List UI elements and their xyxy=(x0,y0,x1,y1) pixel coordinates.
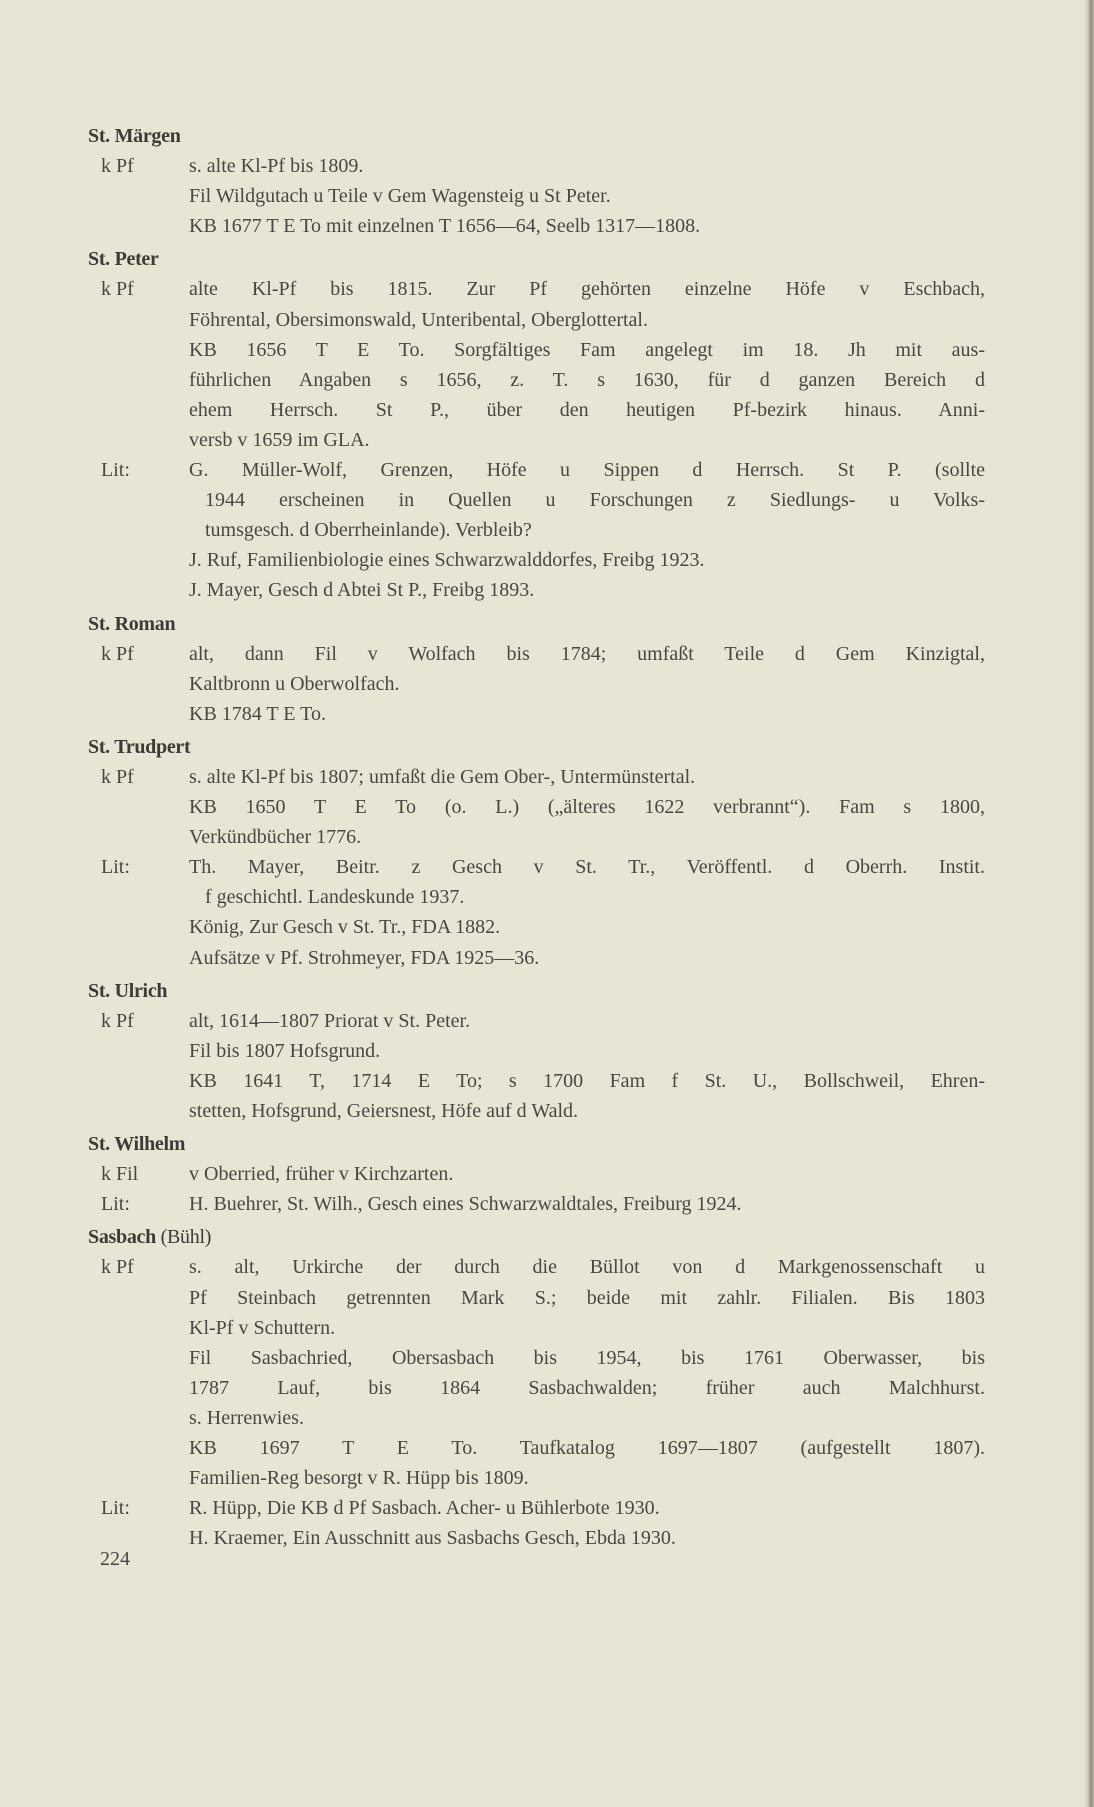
paragraph xyxy=(189,1252,985,1342)
text-line: KB 1656 T E To. Sorgfältiges Fam angelegt im 18. Jh mit aus- xyxy=(189,338,985,361)
text-line: führlichen Angaben s 1656, z. T. s 1630, für d ganzen Bereich d xyxy=(189,368,985,391)
place-heading xyxy=(88,121,985,151)
text-line: Kaltbronn u Oberwolfach. xyxy=(189,672,400,695)
place-name: St. Wilhelm xyxy=(88,1133,186,1156)
page-edge xyxy=(1084,0,1094,1807)
place-entry xyxy=(88,732,985,973)
entry-row xyxy=(88,852,985,972)
entry-row xyxy=(88,455,985,605)
row-body xyxy=(189,852,985,972)
text-line: KB 1650 T E To (o. L.) („älteres 1622 verbrannt“). Fam s 1800, xyxy=(189,796,985,819)
row-body xyxy=(189,1189,985,1219)
row-label: k Pf xyxy=(101,1009,134,1032)
paragraph xyxy=(189,151,985,181)
row-body xyxy=(189,762,985,852)
place-entry xyxy=(88,1129,985,1219)
text-line: s. alte Kl-Pf bis 1809. xyxy=(189,155,364,178)
place-entry xyxy=(88,1222,985,1553)
text-line: J. Ruf, Familienbiologie eines Schwarzwalddorfes, Freibg 1923. xyxy=(189,549,705,572)
entry-row xyxy=(88,1159,985,1189)
literature-reference xyxy=(189,1523,985,1553)
place-name: St. Märgen xyxy=(88,125,181,147)
place-entry xyxy=(88,976,985,1126)
text-line: tumsgesch. d Oberrheinlande). Verbleib? xyxy=(205,519,532,542)
row-body xyxy=(189,1159,985,1189)
row-body xyxy=(189,1493,985,1553)
row-label: k Pf xyxy=(101,155,134,178)
row-body xyxy=(189,151,985,241)
paragraph xyxy=(189,1006,985,1036)
document-page xyxy=(88,118,985,1553)
literature-reference xyxy=(189,943,985,973)
place-name: St. Ulrich xyxy=(88,979,168,1002)
literature-reference xyxy=(189,545,985,575)
text-line: Th. Mayer, Beitr. z Gesch v St. Tr., Veröffentl. d Oberrh. Instit. xyxy=(189,856,985,879)
text-line: s. alt, Urkirche der durch die Büllot von d Markgenossenschaft u xyxy=(189,1256,985,1279)
paragraph xyxy=(189,1036,985,1066)
paragraph xyxy=(189,181,985,211)
text-line: J. Mayer, Gesch d Abtei St P., Freibg 1893. xyxy=(189,579,535,602)
entry-row xyxy=(88,151,985,241)
text-line: König, Zur Gesch v St. Tr., FDA 1882. xyxy=(189,916,501,939)
text-line: Föhrental, Obersimonswald, Unteribental, Oberglottertal. xyxy=(189,308,648,331)
place-heading xyxy=(88,1129,985,1159)
text-line: v Oberried, früher v Kirchzarten. xyxy=(189,1163,454,1186)
place-heading xyxy=(88,244,985,274)
literature-reference xyxy=(189,575,985,605)
row-label: Lit: xyxy=(101,459,130,482)
paragraph xyxy=(189,335,985,455)
text-line: Familien-Reg besorgt v R. Hüpp bis 1809. xyxy=(189,1467,529,1490)
text-line: Fil Sasbachried, Obersasbach bis 1954, bis 1761 Oberwasser, bis xyxy=(189,1346,985,1369)
entry-row xyxy=(88,1493,985,1553)
row-body xyxy=(189,639,985,729)
text-line: H. Buehrer, St. Wilh., Gesch eines Schwarzwaldtales, Freiburg 1924. xyxy=(189,1193,742,1216)
place-heading xyxy=(88,1222,985,1252)
text-line: ehem Herrsch. St P., über den heutigen Pf-bezirk hinaus. Anni- xyxy=(189,398,985,421)
place-entry xyxy=(88,609,985,729)
entry-row xyxy=(88,1252,985,1493)
text-line: 1787 Lauf, bis 1864 Sasbachwalden; früher auch Malchhurst. xyxy=(189,1376,985,1399)
text-line: Verkündbücher 1776. xyxy=(189,826,362,849)
text-line: R. Hüpp, Die KB d Pf Sasbach. Acher- u Bühlerbote 1930. xyxy=(189,1497,660,1520)
text-line: 1944 erscheinen in Quellen u Forschungen z Siedlungs- u Volks- xyxy=(205,489,985,512)
place-name: Sasbach xyxy=(88,1226,156,1249)
paragraph xyxy=(189,1433,985,1493)
paragraph xyxy=(189,1343,985,1433)
text-line: KB 1641 T, 1714 E To; s 1700 Fam f St. U., Bollschweil, Ehren- xyxy=(189,1069,985,1092)
text-line: Kl-Pf v Schuttern. xyxy=(189,1316,336,1339)
literature-reference xyxy=(189,455,985,545)
place-name: St. Peter xyxy=(88,248,159,271)
paragraph xyxy=(189,274,985,334)
place-heading xyxy=(88,732,985,762)
entry-row xyxy=(88,1189,985,1219)
row-label: Lit: xyxy=(101,856,130,879)
row-label: k Pf xyxy=(101,1256,134,1279)
row-label: Lit: xyxy=(101,1497,130,1520)
paragraph xyxy=(189,1159,985,1189)
entry-row xyxy=(88,762,985,852)
row-label: Lit: xyxy=(101,1193,130,1216)
text-line: KB 1677 T E To mit einzelnen T 1656—64, Seelb 1317—1808. xyxy=(189,215,701,238)
text-line: G. Müller-Wolf, Grenzen, Höfe u Sippen d Herrsch. St P. (sollte xyxy=(189,459,985,482)
paragraph xyxy=(189,762,985,792)
paragraph xyxy=(189,1066,985,1126)
entry-row xyxy=(88,639,985,729)
place-entry xyxy=(88,121,985,241)
text-line: H. Kraemer, Ein Ausschnitt aus Sasbachs Gesch, Ebda 1930. xyxy=(189,1527,676,1550)
paragraph xyxy=(189,211,985,241)
place-entry xyxy=(88,244,985,605)
text-line: Fil Wildgutach u Teile v Gem Wagensteig u St Peter. xyxy=(189,185,611,208)
paragraph xyxy=(189,639,985,699)
entry-row xyxy=(88,274,985,455)
text-line: s. alte Kl-Pf bis 1807; umfaßt die Gem Ober-, Untermünstertal. xyxy=(189,765,696,788)
text-line: Pf Steinbach getrennten Mark S.; beide mit zahlr. Filialen. Bis 1803 xyxy=(189,1286,985,1309)
row-body xyxy=(189,1252,985,1493)
page-number: 224 xyxy=(100,1548,130,1570)
paragraph xyxy=(189,792,985,852)
text-line: alte Kl-Pf bis 1815. Zur Pf gehörten einzelne Höfe v Eschbach, xyxy=(189,278,985,301)
literature-reference xyxy=(189,852,985,912)
text-line: f geschichtl. Landeskunde 1937. xyxy=(205,886,465,909)
literature-reference xyxy=(189,1493,985,1523)
row-body xyxy=(189,1006,985,1126)
text-line: stetten, Hofsgrund, Geiersnest, Höfe auf d Wald. xyxy=(189,1100,579,1122)
place-heading xyxy=(88,609,985,639)
place-name: St. Trudpert xyxy=(88,735,191,758)
text-line: alt, 1614—1807 Priorat v St. Peter. xyxy=(189,1009,471,1032)
row-label: k Pf xyxy=(101,642,134,665)
text-line: versb v 1659 im GLA. xyxy=(189,428,370,451)
text-line: s. Herrenwies. xyxy=(189,1406,304,1429)
place-district: (Bühl) xyxy=(160,1226,212,1249)
literature-reference xyxy=(189,1189,985,1219)
place-heading xyxy=(88,976,985,1006)
text-line: Aufsätze v Pf. Strohmeyer, FDA 1925—36. xyxy=(189,946,540,969)
text-line: KB 1697 T E To. Taufkatalog 1697—1807 (aufgestellt 1807). xyxy=(189,1437,985,1460)
row-label: k Pf xyxy=(101,278,134,301)
row-body xyxy=(189,274,985,455)
place-name: St. Roman xyxy=(88,612,176,635)
row-label: k Fil xyxy=(101,1163,139,1186)
text-line: KB 1784 T E To. xyxy=(189,702,326,725)
paragraph xyxy=(189,699,985,729)
text-line: Fil bis 1807 Hofsgrund. xyxy=(189,1039,381,1062)
entry-row xyxy=(88,1006,985,1126)
row-label: k Pf xyxy=(101,765,134,788)
literature-reference xyxy=(189,912,985,942)
row-body xyxy=(189,455,985,605)
text-line: alt, dann Fil v Wolfach bis 1784; umfaßt Teile d Gem Kinzigtal, xyxy=(189,642,985,665)
